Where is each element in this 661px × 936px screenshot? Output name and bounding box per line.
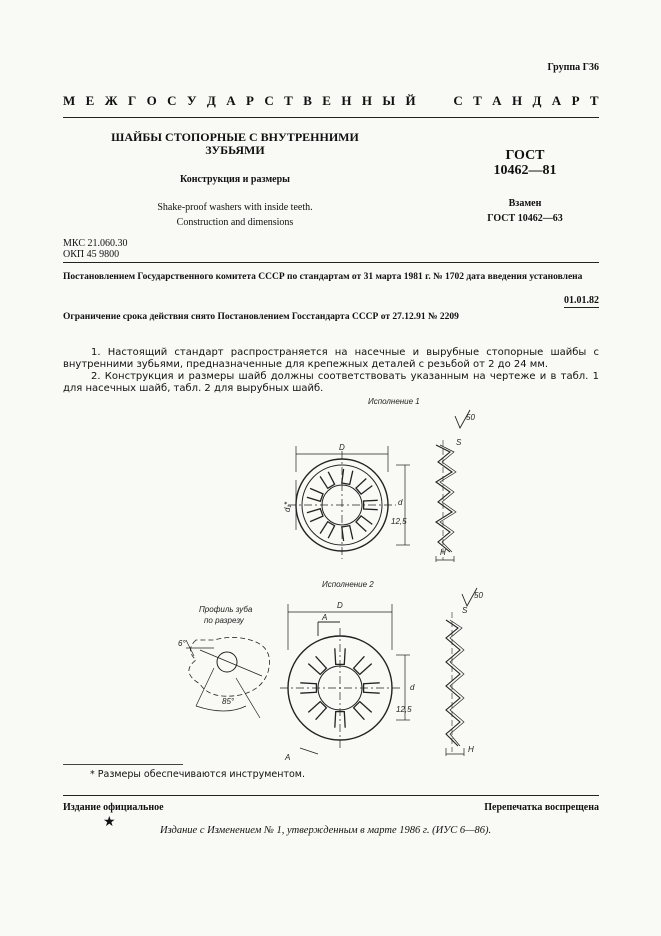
dim-H-2: H <box>468 745 474 754</box>
title-line-1: ШАЙБЫ СТОПОРНЫЕ С ВНУТРЕННИМИ <box>111 130 359 144</box>
washer-1-tooth <box>307 488 323 501</box>
washer-2-tooth <box>308 656 326 674</box>
dim-D-2: D <box>337 601 343 610</box>
washer-2-tooth <box>354 656 372 674</box>
okp-code: ОКП 45 9800 <box>63 249 120 260</box>
dim-d1: d₁* <box>283 501 292 512</box>
washer-1-tooth <box>320 472 335 489</box>
washer-1-tooth <box>342 469 353 484</box>
classification-group: Группа Г36 <box>547 62 599 73</box>
dim-H-1: H <box>440 548 446 557</box>
washer-variant-1-front-view <box>288 446 410 559</box>
washer-1-tooth <box>342 526 353 541</box>
roughness-value-2: 50 <box>474 591 483 600</box>
dim-d-2: d <box>410 683 415 692</box>
roughness-local-1: 12,5 <box>391 517 407 526</box>
replaces-label: Взамен <box>508 198 542 209</box>
tooth-profile-label-1: Профиль зуба <box>199 605 253 614</box>
official-edition: Издание официальное <box>63 802 164 813</box>
roughness-value-1: 50 <box>466 413 475 422</box>
footnote: * Размеры обеспечиваются инструментом. <box>90 769 305 780</box>
tooth-profile-label-2: по разрезу <box>204 616 244 625</box>
washer-variant-1-section <box>436 440 456 562</box>
dim-S-2: S <box>462 606 468 615</box>
english-title-line-2: Construction and dimensions <box>176 217 294 228</box>
washer-variant-2-front-view <box>280 604 410 754</box>
document-subtitle: Конструкция и размеры <box>180 174 290 185</box>
dim-A-lower: А <box>285 753 291 762</box>
washer-1-tooth <box>356 516 372 532</box>
washer-variant-2-section <box>446 612 464 756</box>
angle-label-1: 6° <box>178 639 186 648</box>
dim-D-1: D <box>339 443 345 452</box>
edition-note: Издание с Изменением № 1, утвержденным в марте 1986 г. (ИУС 6—86). <box>160 825 492 836</box>
gost-number: 10462—81 <box>493 163 557 178</box>
variant-2-label: Исполнение 2 <box>322 580 374 589</box>
title-line-2: ЗУБЬЯМИ <box>205 143 265 157</box>
angle-label-2: 85° <box>222 697 235 706</box>
reprint-prohibited: Перепечатка воспрещена <box>484 802 599 813</box>
dim-d-1: d <box>398 498 403 507</box>
dim-S-1: S <box>456 438 462 447</box>
roughness-local-2: 12,5 <box>396 705 412 714</box>
washer-1-tooth <box>307 509 323 522</box>
decree-text: Постановлением Государственного комитета СССР по стандартам от 31 марта 1981 г. № 1702 дата введения установлена <box>63 272 583 282</box>
washer-1-tooth <box>320 522 335 539</box>
footnote-rule <box>63 764 183 765</box>
limitation-text: Ограничение срока действия снято Постановлением Госстандарта СССР от 27.12.91 № 2209 <box>63 312 459 322</box>
washer-2-tooth <box>308 702 326 720</box>
washer-2-tooth <box>354 702 372 720</box>
replaces-value: ГОСТ 10462—63 <box>487 213 563 224</box>
english-title-line-1: Shake-proof washers with inside teeth. <box>157 202 313 213</box>
paragraph-1: 1. Настоящий стандарт распространяется на насечные и вырубные стопорные шайбы с внутренними зубьями, предназначенные для крепежных деталей с резьбой от 2 до 24 мм. <box>63 347 599 370</box>
paragraph-2: 2. Конструкция и размеры шайб должны соответствовать указанным на чертеже и в табл. 1 для насечных шайб, табл. 2 для вырубных шайб. <box>63 371 599 394</box>
standard-type-heading: М Е Ж Г О С У Д А Р С Т В Е Н Н Ы Й С Т А Н Д А Р Т <box>63 93 599 108</box>
gost-label: ГОСТ <box>505 148 545 163</box>
footer-rule <box>63 795 599 796</box>
variant-1-label: Исполнение 1 <box>368 397 420 406</box>
star-icon: ★ <box>103 815 116 830</box>
washer-1-tooth <box>356 479 372 495</box>
mks-code: МКС 21.060.30 <box>63 238 128 249</box>
dim-A-upper: A <box>322 613 328 622</box>
introduction-date: 01.01.82 <box>564 295 599 306</box>
